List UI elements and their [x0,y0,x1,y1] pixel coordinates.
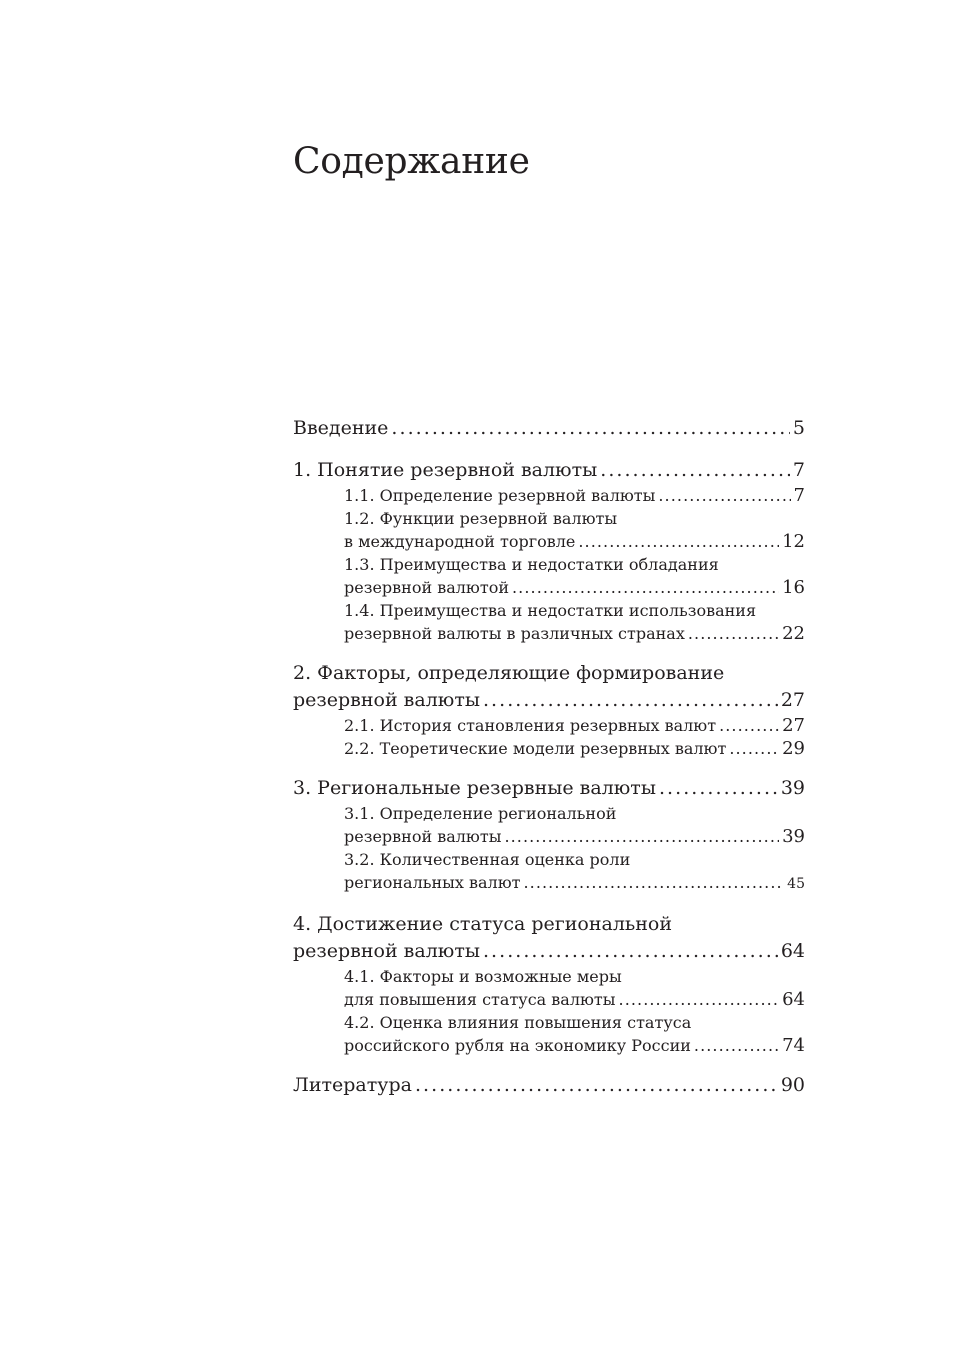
toc-entry-section-2-2[interactable] [344,737,805,760]
toc-entry-text-line1: 3.1. Определение региональной [344,804,617,823]
toc-entry-text-line1: 1.3. Преимущества и недостатки обладания [344,555,719,574]
toc-entry-text-line1: 4.1. Факторы и возможные меры [344,967,622,986]
toc-entry-text-line1: 1.2. Функции резервной валюты [344,509,618,528]
table-of-contents [293,415,805,1114]
toc-entry-section-1-2[interactable] [344,507,805,553]
toc-entry-text-line2: резервной валюты [293,689,480,711]
toc-entry-text-line2: региональных валют [344,873,521,892]
dot-leader [694,1034,779,1057]
toc-entry-text-line1: 1.4. Преимущества и недостатки использования [344,601,757,620]
toc-entry-section-3-2[interactable] [344,848,805,896]
dot-leader [729,737,779,760]
dot-leader [415,1072,778,1099]
toc-entry-text-line1: 2. Факторы, определяющие формирование [293,662,725,684]
toc-entry-chapter-1[interactable] [293,457,805,484]
toc-entry-text-line2: для повышения статуса валюты [344,990,616,1009]
toc-entry-text: Введение [293,417,389,439]
toc-page-number: 64 [780,940,805,962]
dot-leader [578,530,779,553]
dot-leader [688,622,779,645]
toc-entry-text: 3. Региональные резервные валюты [293,777,656,799]
toc-entry-text: 1. Понятие резервной валюты [293,459,598,481]
toc-chapter-2 [293,660,805,760]
toc-entry-section-1-1[interactable] [344,484,805,507]
toc-entry-text: 1.1. Определение резервной валюты [344,486,656,505]
dot-leader [719,714,779,737]
toc-page-number: 16 [782,577,805,598]
dot-leader [600,457,790,484]
toc-entry-text-line1: 4.2. Оценка влияния повышения статуса [344,1013,692,1032]
dot-leader [523,871,784,894]
toc-page-number: 7 [793,485,805,506]
toc-page-number: 27 [782,715,805,736]
toc-entry-text-line1: 4. Достижение статуса региональной [293,913,673,935]
toc-chapter-literature [293,1072,805,1099]
toc-entry-section-1-4[interactable] [344,599,805,645]
toc-entry-section-3-1[interactable] [344,802,805,848]
toc-page-number: 64 [782,989,805,1010]
dot-leader [483,938,778,965]
toc-page-number: 12 [782,531,805,552]
dot-leader [658,484,790,507]
toc-entry-section-4-1[interactable] [344,965,805,1011]
toc-page-number: 5 [792,417,805,439]
toc-entry-text-line2: российского рубля на экономику России [344,1036,691,1055]
toc-entry-section-1-3[interactable] [344,553,805,599]
toc-entry-literature[interactable] [293,1072,805,1099]
toc-page-number: 22 [782,623,805,644]
dot-leader [512,576,779,599]
toc-chapter-4 [293,911,805,1057]
toc-entry-section-4-2[interactable] [344,1011,805,1057]
toc-page-number: 39 [780,777,805,799]
toc-entry-chapter-3[interactable] [293,775,805,802]
toc-chapter-1 [293,457,805,645]
toc-page-number: 29 [782,738,805,759]
toc-chapter-intro [293,415,805,442]
toc-entry-section-2-1[interactable] [344,714,805,737]
toc-entry-chapter-2[interactable] [293,660,805,714]
toc-page-number: 7 [792,459,805,481]
toc-entry-intro[interactable] [293,415,805,442]
toc-page-number: 74 [782,1035,805,1056]
toc-entry-text-line2: резервной валюты [344,827,502,846]
toc-page-number: 45 [787,876,805,892]
toc-entry-text-line2: резервной валюты в различных странах [344,624,685,643]
toc-page-number: 27 [780,689,805,711]
toc-entry-text-line2: резервной валюты [293,940,480,962]
toc-page-number: 90 [780,1074,805,1096]
toc-entry-text: 2.1. История становления резервных валют [344,716,717,735]
dot-leader [504,825,779,848]
page-title: Содержание [293,141,530,182]
dot-leader [659,775,778,802]
dot-leader [391,415,789,442]
toc-entry-text-line2: в международной торговле [344,532,576,551]
toc-page-number: 39 [782,826,805,847]
toc-entry-text-line2: резервной валютой [344,578,509,597]
dot-leader [619,988,780,1011]
toc-entry-text-line1: 3.2. Количественная оценка роли [344,850,631,869]
toc-chapter-3 [293,775,805,896]
toc-entry-text: 2.2. Теоретические модели резервных валют [344,739,727,758]
toc-entry-chapter-4[interactable] [293,911,805,965]
toc-entry-text: Литература [293,1074,412,1096]
dot-leader [483,687,778,714]
